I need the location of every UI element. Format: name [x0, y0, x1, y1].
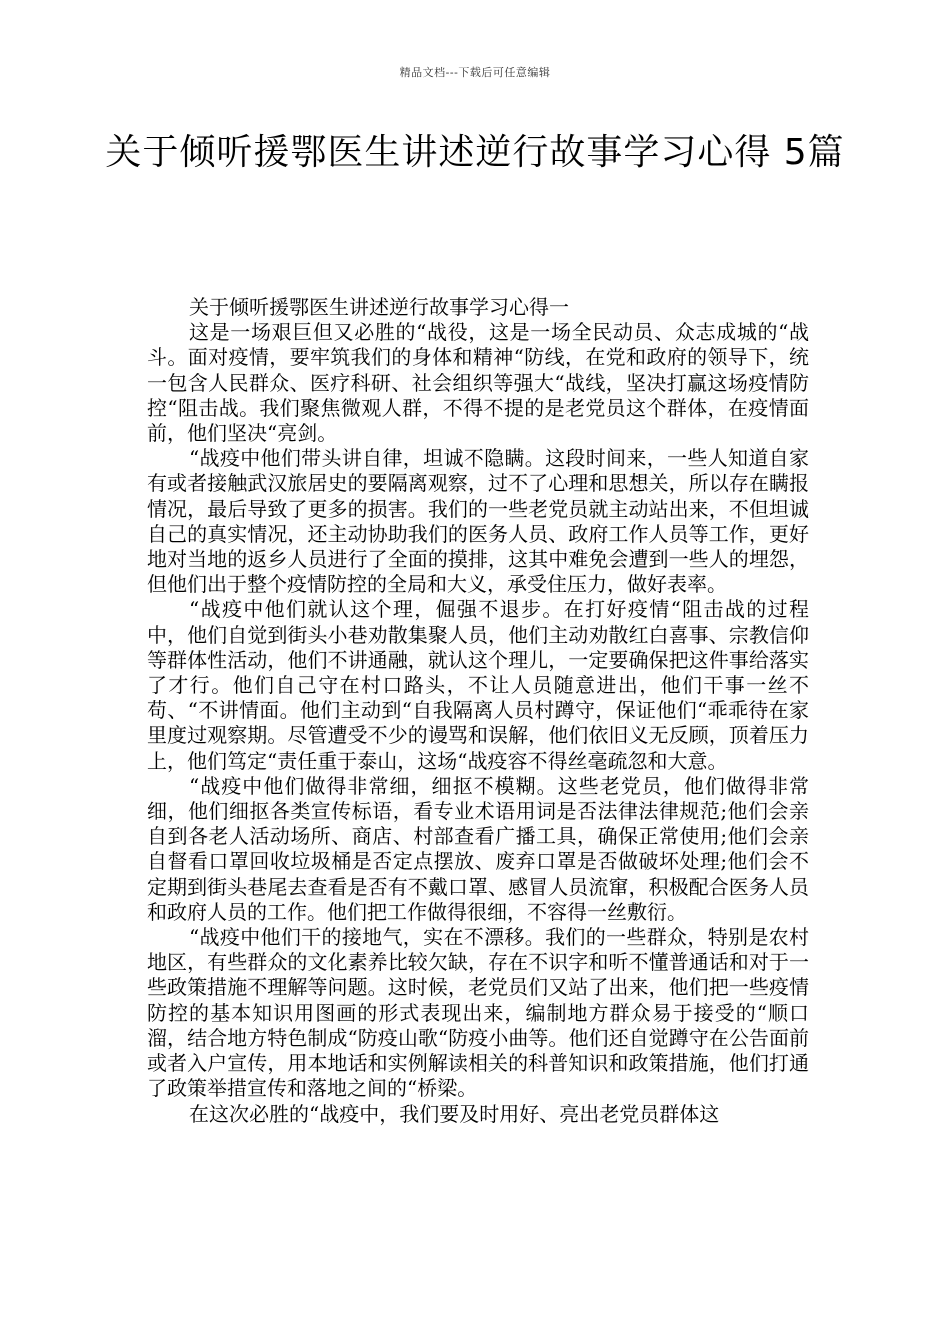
paragraph: “战疫中他们做得非常细，细抠不模糊。这些老党员，他们做得非常细，他们细抠各类宣传标语，看专业术语用词是否法律法律规范;他们会亲自到各老人活动场所、商店、村部查看广播工具，确保正常使用;他们会亲自督看口罩回收垃圾桶是否定点摆放、废弃口罩是否做破坏处理;他们会不定期到街头巷尾去查看是否有不戴口罩、感冒人员流窜，积极配合医务人员和政府人员的工作。他们把工作做得很细，不容得一丝敷衍。 — [147, 773, 809, 924]
paragraph: “战疫中他们就认这个理，倔强不退步。在打好疫情“阻击战的过程中，他们自觉到街头小巷劝散集聚人员，他们主动劝散红白喜事、宗教信仰等群体性活动，他们不讲通融，就认这个理儿，一定要确保把这件事给落实了才行。他们自己守在村口路头，不让人员随意进出，他们干事一丝不苟、“不讲情面。他们主动到“自我隔离人员村蹲守，保证他们“乖乖待在家里度过观察期。尽管遭受不少的谩骂和误解，他们依旧义无反顾，顶着压力上，他们笃定“责任重于泰山，这场“战疫容不得丝毫疏忽和大意。 — [147, 597, 809, 773]
section-heading: 关于倾听援鄂医生讲述逆行故事学习心得一 — [189, 295, 569, 319]
document-title: 关于倾听援鄂医生讲述逆行故事学习心得 5篇 — [105, 132, 845, 173]
document-body — [147, 295, 809, 1127]
paragraph: 这是一场艰巨但又必胜的“战役，这是一场全民动员、众志成城的“战斗。面对疫情，要牢筑我们的身体和精神“防线，在党和政府的领导下，统一包含人民群众、医疗科研、社会组织等强大“战线，坚决打赢这场疫情防控“阻击战。我们聚焦微观人群，不得不提的是老党员这个群体，在疫情面前，他们坚决“亮剑。 — [147, 320, 809, 446]
paragraph: “战疫中他们带头讲自律，坦诚不隐瞒。这段时间来，一些人知道自家有或者接触武汉旅居史的要隔离观察，过不了心理和思想关，所以存在瞒报情况，最后导致了更多的损害。我们的一些老党员就主动站出来，不但坦诚自己的真实情况，还主动协助我们的医务人员、政府工作人员等工作，更好地对当地的返乡人员进行了全面的摸排，这其中难免会遭到一些人的埋怨，但他们出于整个疫情防控的全局和大义，承受住压力，做好表率。 — [147, 446, 809, 597]
header-note: 精品文档---下载后可任意编辑 — [399, 66, 551, 79]
paragraph: “战疫中他们干的接地气，实在不漂移。我们的一些群众，特别是农村地区，有些群众的文化素养比较欠缺，存在不识字和听不懂普通话和对于一些政策措施不理解等问题。这时候，老党员们又站了出来，他们把一些疫情防控的基本知识用图画的形式表现出来，编制地方群众易于接受的“顺口溜，结合地方特色制成“防疫山歌“防疫小曲等。他们还自觉蹲守在公告面前或者入户宣传，用本地话和实例解读相关的科普知识和政策措施，他们打通了政策举措宣传和落地之间的“桥梁。 — [147, 925, 809, 1101]
paragraph: 在这次必胜的“战疫中，我们要及时用好、亮出老党员群体这 — [189, 1101, 720, 1126]
